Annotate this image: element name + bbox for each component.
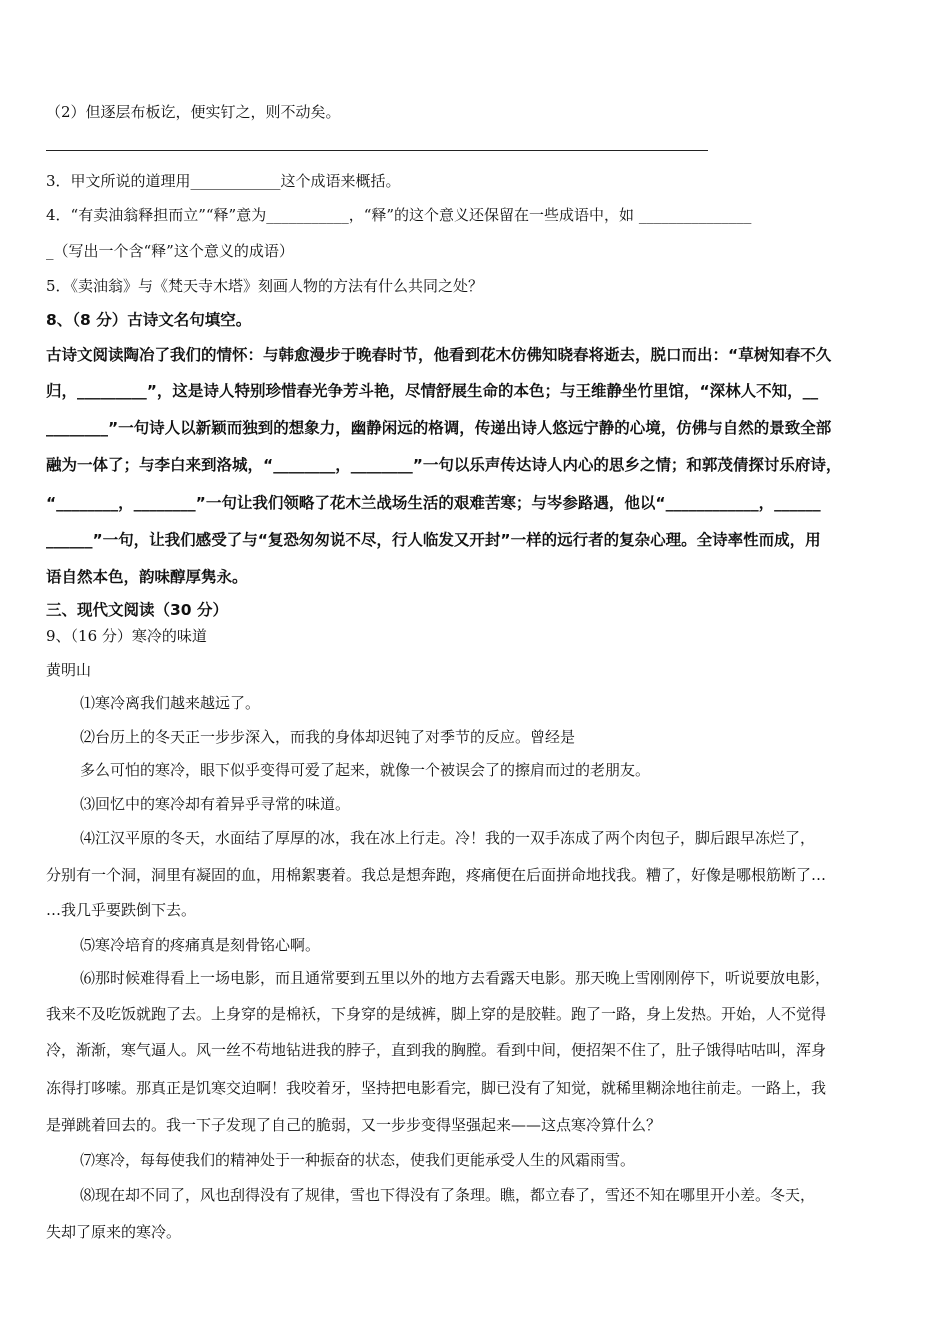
paragraph-line: ⑸寒冷培育的疼痛真是刻骨铭心啊。 [80,936,321,954]
poetry-line: 语自然本色，韵味醇厚隽永。 [46,568,248,586]
paragraph-line: 冻得打哆嗦。那真正是饥寒交迫啊！我咬着牙，坚持把电影看完，脚已没有了知觉，就稀里糊涂地往前走。一路上，我 [46,1079,827,1097]
section-heading: 三、现代文阅读（30 分） [46,601,228,619]
paragraph-line: 分别有一个洞，洞里有凝固的血，用棉絮裹着。我总是想奔跑，疼痛便在后面拼命地找我。糟了，好像是哪根筋断了… [46,866,827,884]
question-5: 5．《卖油翁》与《梵天寺木塔》刻画人物的方法有什么共同之处？ [46,277,484,295]
paragraph-line: ⑺寒冷，每每使我们的精神处于一种振奋的状态，使我们更能承受人生的风霜雨雪。 [80,1151,636,1169]
question-8-title: 8、（8 分）古诗文名句填空。 [46,311,252,329]
poetry-line: 融为一体了；与李白来到洛城，“________，________”一句以乐声传达诗人内心的思乡之情；和郭茂倩探讨乐府诗， [46,456,842,474]
paragraph-line: 失却了原来的寒冷。 [46,1223,182,1241]
paragraph-line: 冷，渐渐，寒气逼人。风一丝不苟地钻进我的脖子，直到我的胸膛。看到中间，便招架不住了，肚子饿得咕咕叫，浑身 [46,1041,827,1059]
paragraph-line: 我来不及吃饭就跑了去。上身穿的是棉袄，下身穿的是绒裤，脚上穿的是胶鞋。跑了一路，身上发热。开始，人不觉得 [46,1005,827,1023]
paragraph-line: 多么可怕的寒冷，眼下似乎变得可爱了起来，就像一个被误会了的擦肩而过的老朋友。 [80,761,651,779]
question-9-title: 9、（16 分）寒冷的味道 [46,627,207,645]
answer-underline [46,150,708,151]
poetry-line: ________”一句诗人以新颖而独到的想象力，幽静闲远的格调，传递出诗人悠远宁静的心境，仿佛与自然的景致全部 [46,419,832,437]
paragraph-line: ⑹那时候难得看上一场电影，而且通常要到五里以外的地方去看露天电影。那天晚上雪刚刚停下，听说要放电影， [80,969,831,987]
poetry-line: “________，________”一句让我们领略了花木兰战场生活的艰难苦寒；与岑参路遇，他以“____________，______ [46,494,821,512]
paragraph-line: ⑴寒冷离我们越来越远了。 [80,694,261,712]
paragraph-line: ⑷江汉平原的冬天，水面结了厚厚的冰，我在冰上行走。冷！我的一双手冻成了两个肉包子，脚后跟早冻烂了， [80,829,816,847]
poetry-line: 古诗文阅读陶冶了我们的情怀：与韩愈漫步于晚春时节，他看到花木仿佛知晓春将逝去，脱口而出：“草树知春不久 [46,346,832,364]
question-4-continued: _（写出一个含“释”这个意义的成语） [46,242,294,260]
paragraph-line: ⑶回忆中的寒冷却有着异乎寻常的味道。 [80,795,351,813]
question-4: 4．“有卖油翁释担而立”“释”意为___________，“释”的这个意义还保留在一些成语中，如 _______________ [46,206,752,224]
poetry-line: 归，_________”，这是诗人特别珍惜春光争芳斗艳，尽情舒展生命的本色；与王维静坐竹里馆，“深林人不知，__ [46,382,819,400]
paragraph-line: ⑵台历上的冬天正一步步深入，而我的身体却迟钝了对季节的反应。曾经是 [80,728,576,746]
article-author: 黄明山 [46,661,92,679]
paragraph-line: …我几乎要跌倒下去。 [46,901,197,919]
paragraph-line: 是弹跳着回去的。我一下子发现了自己的脆弱，又一步步变得坚强起来——这点寒冷算什么？ [46,1116,662,1134]
paragraph-line: ⑻现在却不同了，风也刮得没有了规律，雪也下得没有了条理。瞧，都立春了，雪还不知在哪里开小差。冬天， [80,1186,816,1204]
question-3: 3．甲文所说的道理用____________这个成语来概括。 [46,172,401,190]
poetry-line: ______”一句，让我们感受了与“复恐匆匆说不尽，行人临发又开封”一样的远行者的复杂心理。全诗率性而成，用 [46,531,821,549]
text-line: （2）但逐层布板讫，便实钉之，则不动矣。 [46,103,341,121]
